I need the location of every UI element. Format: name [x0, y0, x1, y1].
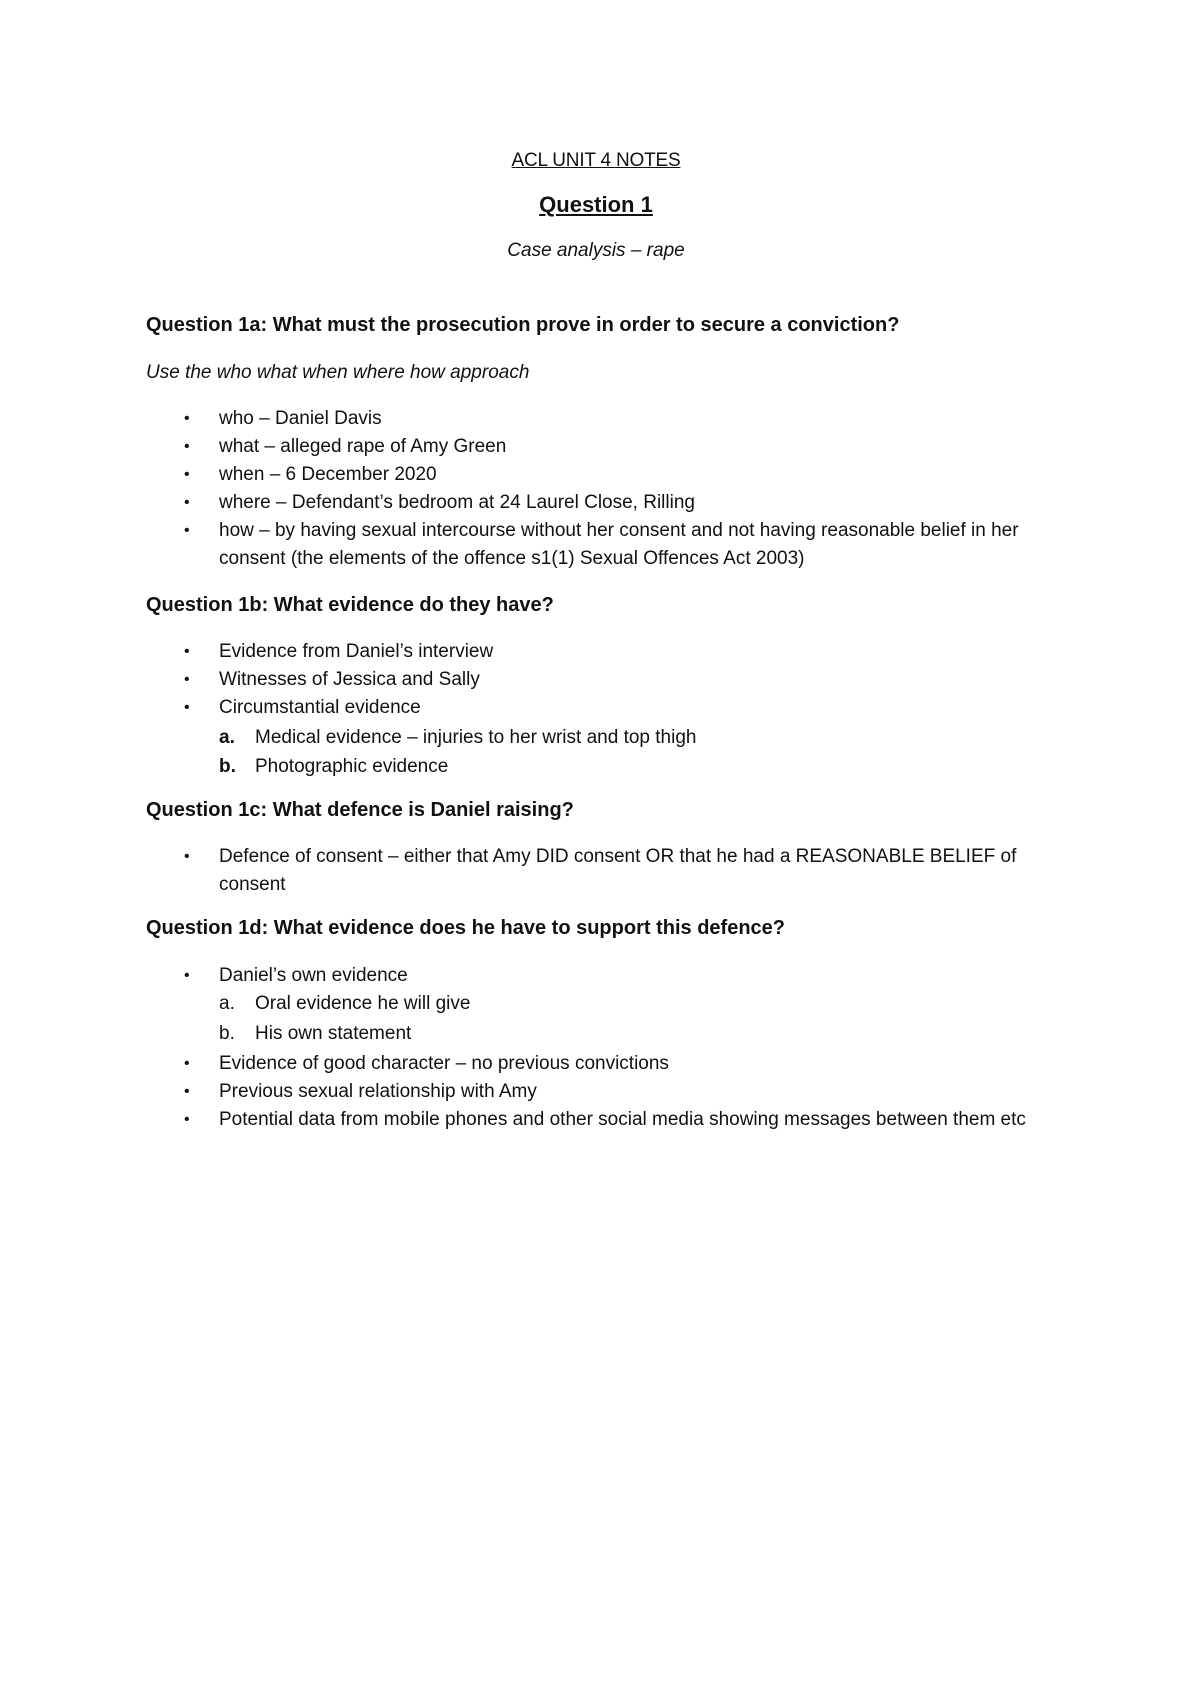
bullet-icon: • — [184, 1055, 190, 1072]
q1d-heading: Question 1d: What evidence does he have to support this defence? — [146, 917, 785, 939]
sub-marker: b. — [219, 756, 236, 777]
list-item: • who – Daniel Davis — [146, 405, 1046, 433]
bullet-icon: • — [184, 410, 190, 427]
question-title: Question 1 — [539, 192, 653, 217]
question-subtitle: Case analysis – rape — [507, 240, 685, 261]
sub-list-item: b. Photographic evidence — [219, 753, 1019, 781]
bullet-icon: • — [184, 494, 190, 511]
bullet-icon: • — [184, 1111, 190, 1128]
bullet-icon: • — [184, 699, 190, 716]
bullet-icon: • — [184, 438, 190, 455]
list-item: • what – alleged rape of Amy Green — [146, 433, 1046, 461]
q1b-bullet-list — [146, 638, 1046, 722]
sub-marker: a. — [219, 727, 235, 748]
list-item: • Potential data from mobile phones and other social media showing messages between them etc — [146, 1106, 1046, 1134]
list-item: • Witnesses of Jessica and Sally — [146, 666, 1046, 694]
sub-list-item: b. His own statement — [219, 1020, 1019, 1048]
bullet-icon: • — [184, 522, 190, 539]
list-item: • Previous sexual relationship with Amy — [146, 1078, 1046, 1106]
list-item: • how – by having sexual intercourse without her consent and not having reasonable belief in her consent (the elements of the offence s1(1) Sexual Offences Act 2003) — [146, 517, 1046, 573]
bullet-icon: • — [184, 671, 190, 688]
list-item: • Daniel’s own evidence — [146, 962, 1046, 990]
sub-marker: a. — [219, 993, 235, 1014]
q1d-bullet-list-first — [146, 962, 1046, 990]
bullet-icon: • — [184, 848, 190, 865]
q1a-heading: Question 1a: What must the prosecution prove in order to secure a conviction? — [146, 314, 900, 336]
q1b-heading: Question 1b: What evidence do they have? — [146, 594, 554, 616]
list-item: • where – Defendant’s bedroom at 24 Laurel Close, Rilling — [146, 489, 1046, 517]
list-item: • Defence of consent – either that Amy DID consent OR that he had a REASONABLE BELIEF of consent — [146, 843, 1046, 899]
list-item: • Circumstantial evidence — [146, 694, 1046, 722]
q1a-bullet-list — [146, 405, 1046, 573]
bullet-icon: • — [184, 1083, 190, 1100]
q1c-heading: Question 1c: What defence is Daniel raising? — [146, 799, 574, 821]
q1d-bullet-list-rest — [146, 1050, 1046, 1134]
list-item: • Evidence from Daniel’s interview — [146, 638, 1046, 666]
document-title: ACL UNIT 4 NOTES — [511, 150, 681, 171]
sub-marker: b. — [219, 1023, 235, 1044]
q1a-note: Use the who what when where how approach — [146, 362, 530, 383]
sub-list-item: a. Medical evidence – injuries to her wrist and top thigh — [219, 724, 1019, 752]
sub-list-item: a. Oral evidence he will give — [219, 990, 1019, 1018]
bullet-icon: • — [184, 967, 190, 984]
list-item: • Evidence of good character – no previous convictions — [146, 1050, 1046, 1078]
bullet-icon: • — [184, 466, 190, 483]
q1c-bullet-list — [146, 843, 1046, 899]
list-item: • when – 6 December 2020 — [146, 461, 1046, 489]
bullet-icon: • — [184, 643, 190, 660]
